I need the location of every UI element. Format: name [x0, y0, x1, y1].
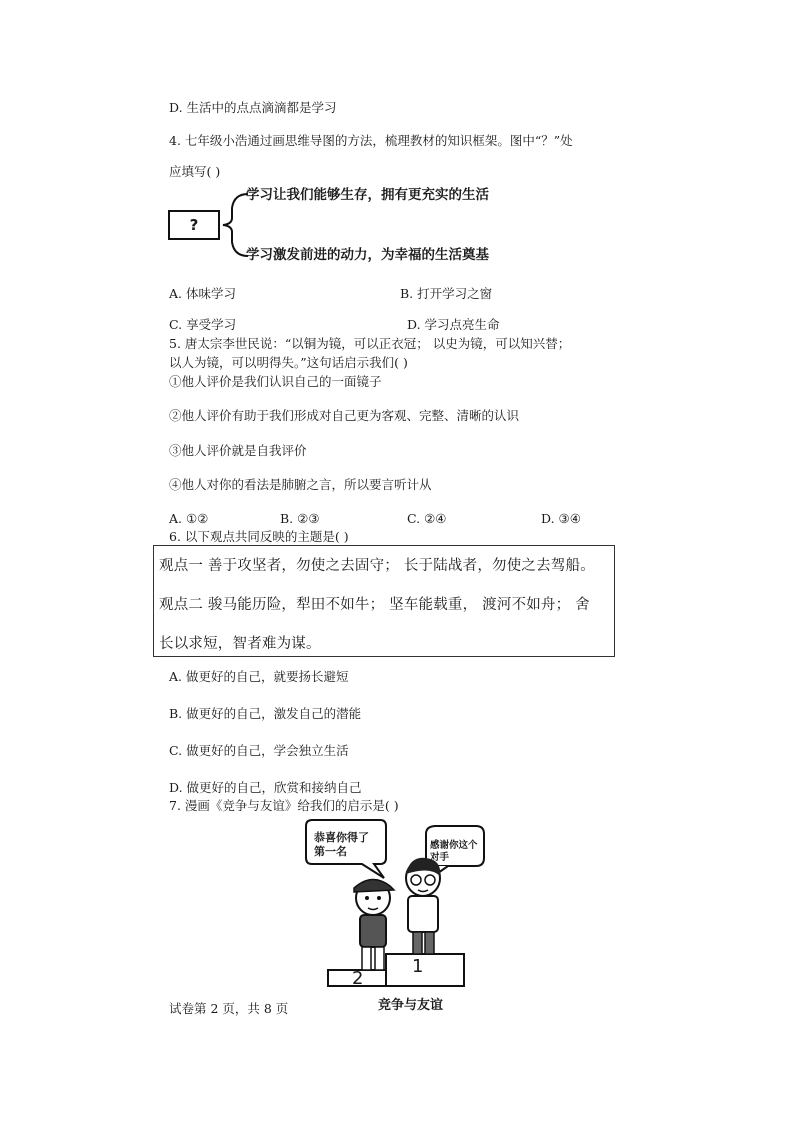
podium-number-1: 1 — [412, 956, 424, 977]
q6-quote-line3: 长以求短，智者难为谋。 — [159, 636, 321, 652]
q4-option-b: B. 打开学习之窗 — [400, 286, 493, 301]
q5-option-d: D. ③④ — [541, 511, 581, 526]
q4-stem-line2: 应填写( ) — [169, 164, 221, 179]
page-footer: 试卷第 2 页，共 8 页 — [169, 1001, 289, 1016]
q6-stem: 6. 以下观点共同反映的主题是( ) — [169, 529, 349, 544]
q5-stem-line2: 以人为镜，可以明得失。”这句话启示我们( ) — [169, 355, 408, 370]
cartoon-competition-friendship — [300, 818, 490, 1018]
q5-statement-2: ②他人评价有助于我们形成对自己更为客观、完整、清晰的认识 — [169, 408, 520, 423]
q6-option-a: A. 做更好的自己，就要扬长避短 — [169, 669, 349, 684]
q6-option-b: B. 做更好的自己，激发自己的潜能 — [169, 706, 362, 721]
q5-stem-line1: 5. 唐太宗李世民说：“以铜为镜，可以正衣冠； 以史为镜，可以知兴替； — [169, 336, 571, 351]
bubble-left-line1: 恭喜你得了 — [314, 831, 369, 844]
q4-option-c: C. 享受学习 — [169, 317, 237, 332]
q3-option-d: D. 生活中的点点滴滴都是学习 — [169, 100, 337, 115]
q5-statement-4: ④他人对你的看法是肺腑之言，所以要言听计从 — [169, 477, 432, 492]
q4-option-a: A. 体味学习 — [169, 286, 236, 301]
q4-stem-line1: 4. 七年级小浩通过画思维导图的方法，梳理教材的知识框架。图中“？”处 — [169, 133, 573, 148]
q5-option-c: C. ②④ — [407, 511, 447, 526]
q4-option-d: D. 学习点亮生命 — [407, 317, 500, 332]
q6-option-d: D. 做更好的自己，欣赏和接纳自己 — [169, 780, 362, 795]
bubble-left-line2: 第一名 — [314, 845, 347, 858]
bubble-right-text: 感谢你这个对手 — [430, 840, 478, 863]
q6-quote-line1: 观点一 善于攻坚者，勿使之去固守； 长于陆战者，勿使之去驾船。 — [159, 558, 595, 574]
q5-option-a: A. ①② — [169, 511, 209, 526]
mindmap-branch-2: 学习激发前进的动力，为幸福的生活奠基 — [246, 247, 489, 263]
q7-stem: 7. 漫画《竞争与友谊》给我们的启示是( ) — [169, 798, 399, 813]
q6-quote-box — [153, 545, 615, 657]
podium-number-2: 2 — [352, 968, 364, 989]
cartoon-caption: 竞争与友谊 — [378, 998, 444, 1013]
q5-option-b: B. ②③ — [280, 511, 320, 526]
mindmap-branch-1: 学习让我们能够生存，拥有更充实的生活 — [246, 187, 489, 203]
q6-quote-line2: 观点二 骏马能历险，犁田不如牛； 坚车能载重， 渡河不如舟； 舍 — [159, 597, 590, 613]
q5-statement-1: ①他人评价是我们认识自己的一面镜子 — [169, 374, 382, 389]
q6-option-c: C. 做更好的自己，学会独立生活 — [169, 743, 349, 758]
mindmap-question-box: ? — [168, 210, 220, 240]
q5-statement-3: ③他人评价就是自我评价 — [169, 443, 307, 458]
